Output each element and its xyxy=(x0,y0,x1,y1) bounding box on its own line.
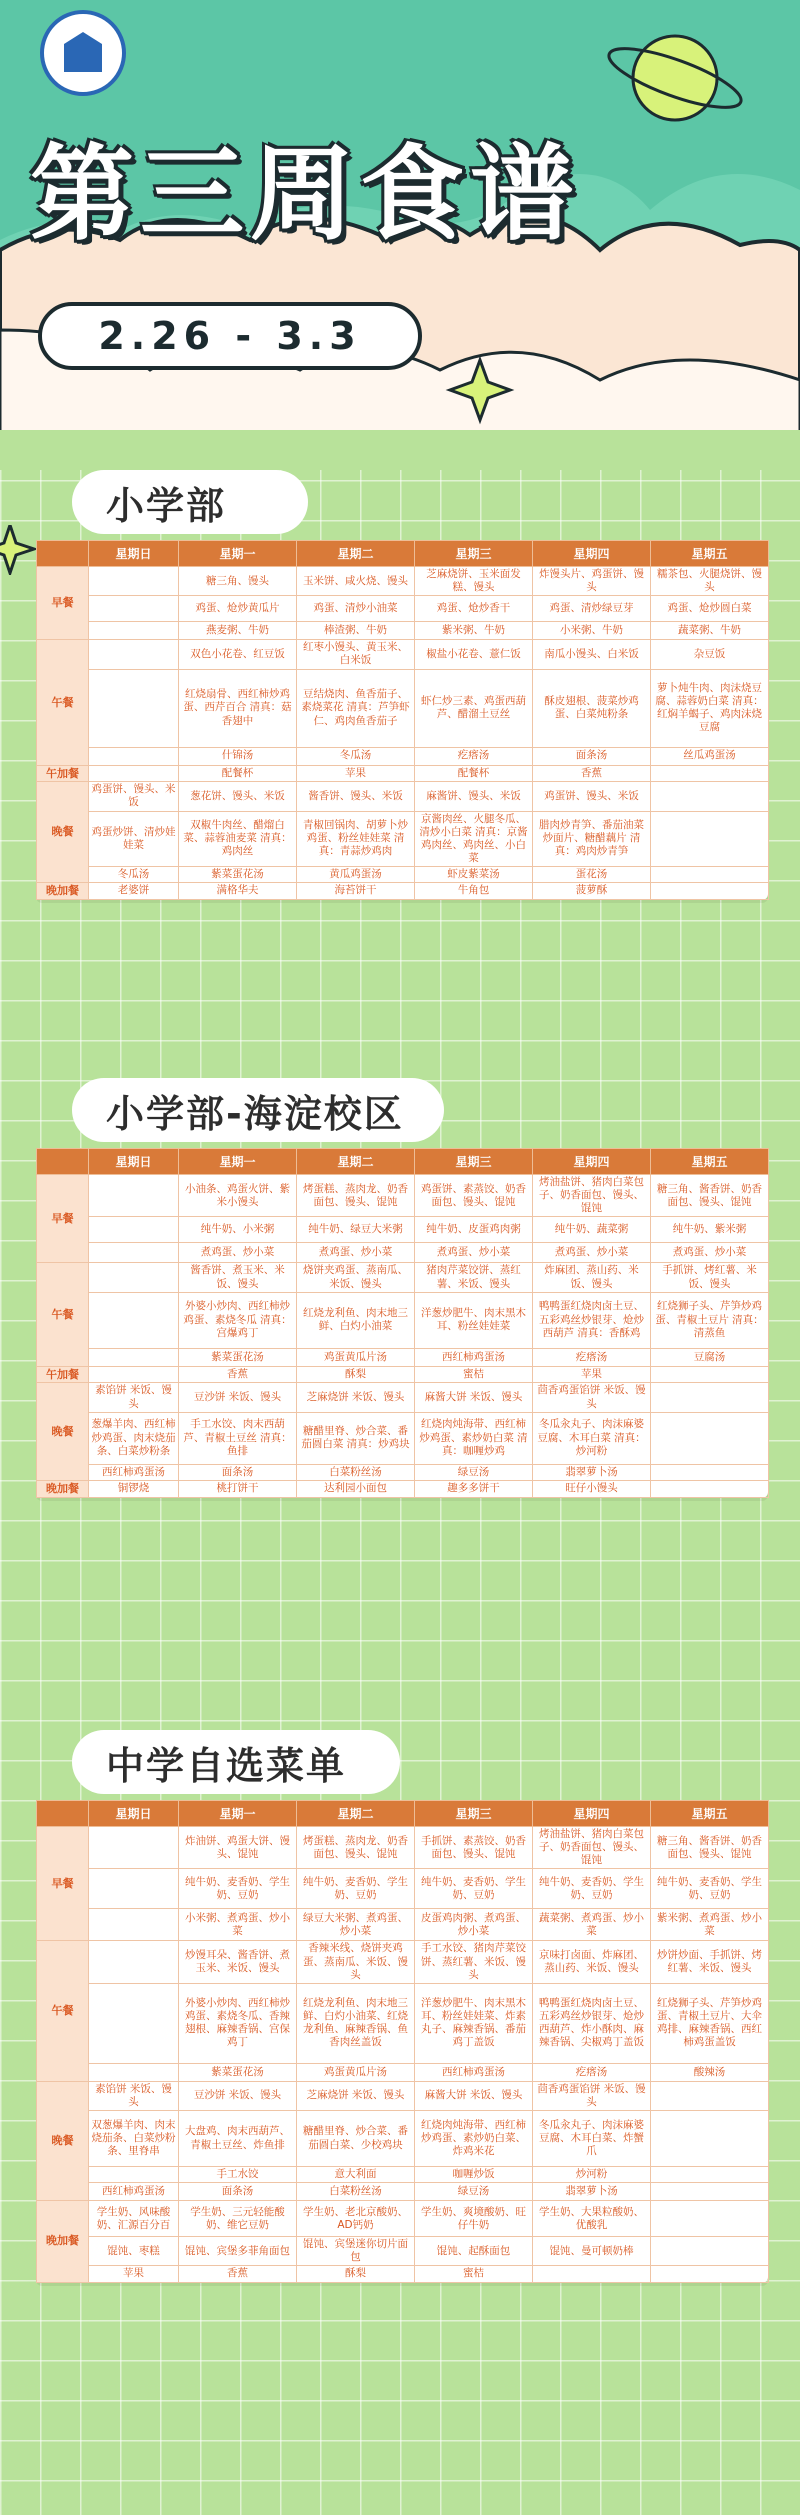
table-row xyxy=(37,2081,769,2110)
menu-cell: 烧饼夹鸡蛋、蒸南瓜、米饭、馒头 xyxy=(297,1263,415,1292)
menu-cell xyxy=(533,2266,651,2282)
menu-cell: 双椒牛肉丝、醋熘白菜、蒜蓉油麦菜 清真：鸡肉丝 xyxy=(179,811,297,867)
menu-cell: 烤油盐饼、猪肉白菜包子、奶香面包、馒头、馄饨 xyxy=(533,1827,651,1869)
menu-cell: 纯牛奶、麦香奶、学生奶、豆奶 xyxy=(179,1869,297,1909)
menu-cell: 鸡蛋、炝炒香干 xyxy=(415,596,533,622)
menu-cell: 翡翠萝卜汤 xyxy=(533,1464,651,1480)
menu-cell: 烤油盐饼、猪肉白菜包子、奶香面包、馒头、馄饨 xyxy=(533,1175,651,1217)
menu-cell: 什锦汤 xyxy=(179,747,297,765)
header-banner xyxy=(0,0,800,470)
column-header: 星期三 xyxy=(415,1149,533,1175)
menu-cell: 外婆小炒肉、西红柿炒鸡蛋、素烧冬瓜、香辣翅根、麻辣香锅、宫保鸡丁 xyxy=(179,1983,297,2063)
menu-cell: 双葱爆羊肉、肉末烧茄条、白菜炒粉条、里脊串 xyxy=(89,2111,179,2167)
menu-cell: 豆沙饼 米饭、馒头 xyxy=(179,1383,297,1412)
menu-cell: 小米粥、煮鸡蛋、炒小菜 xyxy=(179,1909,297,1941)
meal-label: 早餐 xyxy=(37,1175,89,1263)
menu-cell: 玉米饼、咸火烧、馒头 xyxy=(297,567,415,596)
menu-cell: 菠萝酥 xyxy=(533,883,651,900)
section-title-primary: 小学部 xyxy=(72,470,308,534)
column-header xyxy=(37,1801,89,1827)
table-row xyxy=(37,2201,769,2237)
meal-label: 晚餐 xyxy=(37,782,89,883)
menu-cell: 京味打卤面、炸麻团、蒸山药、米饭、馒头 xyxy=(533,1941,651,1983)
menu-cell: 意大利面 xyxy=(297,2167,415,2183)
menu-cell: 芝麻烧饼、玉米面发糕、馒头 xyxy=(415,567,533,596)
menu-cell: 蜜桔 xyxy=(415,1366,533,1383)
table-row xyxy=(37,2183,769,2201)
meal-label: 早餐 xyxy=(37,567,89,640)
menu-cell: 咖喱炒饭 xyxy=(415,2167,533,2183)
menu-cell: 萝卜炖牛肉、肉沫烧豆腐、蒜蓉奶白菜 清真：红焖羊蝎子、鸡肉沫烧豆腐 xyxy=(651,669,769,747)
column-header: 星期四 xyxy=(533,541,651,567)
section-title-middle-school: 中学自选菜单 xyxy=(72,1730,400,1794)
meal-label: 午餐 xyxy=(37,640,89,765)
menu-cell: 红烧龙利鱼、肉末地三鲜、白灼小油菜 xyxy=(297,1292,415,1348)
menu-cell xyxy=(651,811,769,867)
menu-cell: 煮鸡蛋、炒小菜 xyxy=(533,1243,651,1263)
menu-cell: 素馅饼 米饭、馒头 xyxy=(89,2081,179,2110)
menu-cell xyxy=(89,1869,179,1909)
menu-cell xyxy=(651,1383,769,1412)
menu-cell: 纯牛奶、紫米粥 xyxy=(651,1217,769,1243)
menu-cell: 鸡蛋炒饼、清炒娃娃菜 xyxy=(89,811,179,867)
menu-cell: 煮鸡蛋、炒小菜 xyxy=(179,1243,297,1263)
menu-cell xyxy=(89,1366,179,1383)
menu-cell xyxy=(651,782,769,811)
menu-cell xyxy=(651,2201,769,2237)
menu-cell: 纯牛奶、麦香奶、学生奶、豆奶 xyxy=(651,1869,769,1909)
menu-cell: 红烧龙利鱼、肉末地三鲜、白灼小油菜、红烧龙利鱼、麻辣香锅、鱼香肉丝盖饭 xyxy=(297,1983,415,2063)
menu-cell: 葱爆羊肉、西红柿炒鸡蛋、肉末烧茄条、白菜炒粉条 xyxy=(89,1412,179,1464)
menu-cell: 茴香鸡蛋馅饼 米饭、馒头 xyxy=(533,2081,651,2110)
menu-cell: 青椒回锅肉、胡萝卜炒鸡蛋、粉丝娃娃菜 清真：青蒜炒鸡肉 xyxy=(297,811,415,867)
menu-cell: 蔬菜粥、牛奶 xyxy=(651,622,769,640)
menu-cell xyxy=(89,1243,179,1263)
menu-cell: 糖三角、馒头 xyxy=(179,567,297,596)
meal-label: 午加餐 xyxy=(37,1366,89,1383)
menu-cell: 豆结烧肉、鱼香茄子、素烧菜花 清真：芦笋虾仁、鸡肉鱼香茄子 xyxy=(297,669,415,747)
menu-cell: 大盘鸡、肉末西葫芦、青椒土豆丝、炸鱼排 xyxy=(179,2111,297,2167)
menu-table-middle-school xyxy=(36,1800,768,2283)
menu-cell: 炸油饼、鸡蛋大饼、馒头、馄饨 xyxy=(179,1827,297,1869)
menu-cell: 鸡蛋、清炒小油菜 xyxy=(297,596,415,622)
menu-cell: 素馅饼 米饭、馒头 xyxy=(89,1383,179,1412)
menu-cell: 纯牛奶、麦香奶、学生奶、豆奶 xyxy=(297,1869,415,1909)
menu-cell: 学生奶、爽境酸奶、旺仔牛奶 xyxy=(415,2201,533,2237)
menu-cell: 香蕉 xyxy=(533,765,651,782)
menu-cell: 鸡蛋、炝炒黄瓜片 xyxy=(179,596,297,622)
menu-cell: 黄瓜鸡蛋汤 xyxy=(297,867,415,883)
menu-cell: 西红柿鸡蛋汤 xyxy=(89,1464,179,1480)
menu-cell: 西红柿鸡蛋汤 xyxy=(415,2063,533,2081)
menu-cell: 南瓜小馒头、白米饭 xyxy=(533,640,651,669)
menu-cell: 馄饨、宾堡迷你切片面包 xyxy=(297,2237,415,2266)
menu-cell: 学生奶、老北京酸奶、AD钙奶 xyxy=(297,2201,415,2237)
menu-cell: 烤蛋糕、蒸肉龙、奶香面包、馒头、馄饨 xyxy=(297,1827,415,1869)
menu-cell: 配餐杯 xyxy=(415,765,533,782)
menu-cell xyxy=(89,1827,179,1869)
menu-cell: 鸡蛋黄瓜片汤 xyxy=(297,1348,415,1366)
menu-cell: 绿豆汤 xyxy=(415,2183,533,2201)
meal-label: 午餐 xyxy=(37,1263,89,1366)
menu-cell: 红烧狮子头、芹笋炒鸡蛋、青椒土豆片、大伞鸡排、麻辣香锅、西红柿鸡蛋盖饭 xyxy=(651,1983,769,2063)
menu-cell: 红烧狮子头、芹笋炒鸡蛋、青椒土豆片 清真：清蒸鱼 xyxy=(651,1292,769,1348)
menu-cell: 糯茶包、火腿烧饼、馒头 xyxy=(651,567,769,596)
table-row xyxy=(37,596,769,622)
meal-label: 午餐 xyxy=(37,1941,89,2081)
table-row xyxy=(37,2063,769,2081)
menu-cell: 糖三角、酱香饼、奶香面包、馒头、馄饨 xyxy=(651,1175,769,1217)
menu-cell: 海苔饼干 xyxy=(297,883,415,900)
page-title: 第三周食谱 xyxy=(30,133,581,255)
menu-cell: 馄饨、曼可顿奶棒 xyxy=(533,2237,651,2266)
menu-cell: 煮鸡蛋、炒小菜 xyxy=(297,1243,415,1263)
menu-cell: 纯牛奶、蔬菜粥 xyxy=(533,1217,651,1243)
menu-cell xyxy=(651,2183,769,2201)
menu-cell: 杂豆饭 xyxy=(651,640,769,669)
menu-cell: 绿豆大米粥、煮鸡蛋、炒小菜 xyxy=(297,1909,415,1941)
column-header: 星期日 xyxy=(89,541,179,567)
menu-cell: 紫菜蛋花汤 xyxy=(179,2063,297,2081)
menu-cell xyxy=(89,1217,179,1243)
table-row xyxy=(37,640,769,669)
menu-cell: 冬瓜汆丸子、肉沫麻婆豆腐、木耳白菜、炸蟹爪 xyxy=(533,2111,651,2167)
menu-cell: 馄饨、宾堡多菲角面包 xyxy=(179,2237,297,2266)
menu-cell: 香辣米线、烧饼夹鸡蛋、蒸南瓜、米饭、馒头 xyxy=(297,1941,415,1983)
table-row xyxy=(37,1217,769,1243)
table-row xyxy=(37,1348,769,1366)
menu-cell: 鸡蛋、炝炒圆白菜 xyxy=(651,596,769,622)
table-row xyxy=(37,1941,769,1983)
table-row xyxy=(37,765,769,782)
menu-cell: 白菜粉丝汤 xyxy=(297,1464,415,1480)
menu-cell: 燕麦粥、牛奶 xyxy=(179,622,297,640)
menu-cell: 葱花饼、馒头、米饭 xyxy=(179,782,297,811)
menu-cell: 苹果 xyxy=(89,2266,179,2282)
menu-cell: 酱香饼、煮玉米、米饭、馒头 xyxy=(179,1263,297,1292)
menu-cell: 小油条、鸡蛋火饼、紫米小馒头 xyxy=(179,1175,297,1217)
column-header: 星期一 xyxy=(179,1801,297,1827)
table-header-row xyxy=(37,1801,769,1827)
menu-cell xyxy=(651,1480,769,1497)
menu-cell: 酥皮翅根、菠菜炒鸡蛋、白菜炖粉条 xyxy=(533,669,651,747)
column-header xyxy=(37,1149,89,1175)
menu-cell xyxy=(651,2081,769,2110)
menu-cell: 纯牛奶、绿豆大米粥 xyxy=(297,1217,415,1243)
menu-cell: 冬瓜汆丸子、肉沫麻婆豆腐、木耳白菜 清真：炒河粉 xyxy=(533,1412,651,1464)
column-header: 星期二 xyxy=(297,1149,415,1175)
menu-cell: 鸡蛋饼、馒头、米饭 xyxy=(533,782,651,811)
menu-cell: 棒渣粥、牛奶 xyxy=(297,622,415,640)
week-date-range: 2.26 - 3.3 xyxy=(38,302,422,370)
column-header: 星期三 xyxy=(415,1801,533,1827)
menu-cell: 疙瘩汤 xyxy=(533,1348,651,1366)
menu-cell: 蛋花汤 xyxy=(533,867,651,883)
table-row xyxy=(37,1464,769,1480)
menu-cell: 洋葱炒肥牛、肉末黑木耳、粉丝娃娃菜、炸素丸子、麻辣香锅、番茄鸡丁盖饭 xyxy=(415,1983,533,2063)
menu-cell: 配餐杯 xyxy=(179,765,297,782)
menu-cell: 丝瓜鸡蛋汤 xyxy=(651,747,769,765)
table-row xyxy=(37,782,769,811)
menu-cell xyxy=(89,2063,179,2081)
menu-cell: 糖醋里脊、炒合菜、番茄圆白菜、少校鸡块 xyxy=(297,2111,415,2167)
column-header: 星期五 xyxy=(651,1149,769,1175)
table-row xyxy=(37,669,769,747)
menu-cell: 麻酱饼、馒头、米饭 xyxy=(415,782,533,811)
meal-label: 晚加餐 xyxy=(37,883,89,900)
menu-cell: 紫米粥、牛奶 xyxy=(415,622,533,640)
menu-cell xyxy=(89,596,179,622)
table-row xyxy=(37,2167,769,2183)
menu-cell: 皮蛋鸡肉粥、煮鸡蛋、炒小菜 xyxy=(415,1909,533,1941)
table-row xyxy=(37,1412,769,1464)
menu-cell: 京酱肉丝、火腿冬瓜、清炒小白菜 清真：京酱鸡肉丝、鸡肉丝、小白菜 xyxy=(415,811,533,867)
menu-cell: 纯牛奶、麦香奶、学生奶、豆奶 xyxy=(415,1869,533,1909)
column-header: 星期二 xyxy=(297,541,415,567)
menu-cell: 炒河粉 xyxy=(533,2167,651,2183)
menu-cell: 麻酱大饼 米饭、馒头 xyxy=(415,1383,533,1412)
menu-cell: 虾仁炒三素、鸡蛋西葫芦、醋溜土豆丝 xyxy=(415,669,533,747)
menu-cell: 西红柿鸡蛋汤 xyxy=(89,2183,179,2201)
menu-cell: 学生奶、大果粒酸奶、优酸乳 xyxy=(533,2201,651,2237)
menu-cell: 绿豆汤 xyxy=(415,1464,533,1480)
menu-cell: 芝麻烧饼 米饭、馒头 xyxy=(297,1383,415,1412)
menu-cell: 香蕉 xyxy=(179,1366,297,1383)
menu-cell: 虾皮紫菜汤 xyxy=(415,867,533,883)
menu-cell xyxy=(89,1909,179,1941)
column-header: 星期一 xyxy=(179,1149,297,1175)
menu-cell xyxy=(89,622,179,640)
menu-cell xyxy=(89,2167,179,2183)
table-row xyxy=(37,567,769,596)
menu-cell: 煮鸡蛋、炒小菜 xyxy=(415,1243,533,1263)
menu-cell: 冬瓜汤 xyxy=(297,747,415,765)
menu-cell: 豆腐汤 xyxy=(651,1348,769,1366)
menu-cell: 满格华夫 xyxy=(179,883,297,900)
menu-cell: 手抓饼、素蒸饺、奶香面包、馒头、馄饨 xyxy=(415,1827,533,1869)
table-row xyxy=(37,1827,769,1869)
menu-cell: 趣多多饼干 xyxy=(415,1480,533,1497)
menu-cell xyxy=(651,1366,769,1383)
meal-label: 晚加餐 xyxy=(37,1480,89,1497)
menu-cell: 冬瓜汤 xyxy=(89,867,179,883)
meal-label: 晚加餐 xyxy=(37,2201,89,2282)
menu-table-primary xyxy=(36,540,768,900)
menu-cell: 手抓饼、烤红薯、米饭、馒头 xyxy=(651,1263,769,1292)
menu-cell: 炒饼炒面、手抓饼、烤红薯、米饭、馒头 xyxy=(651,1941,769,1983)
menu-cell: 达利园小面包 xyxy=(297,1480,415,1497)
table-row xyxy=(37,1366,769,1383)
menu-cell xyxy=(89,640,179,669)
menu-table-haidian xyxy=(36,1148,768,1498)
menu-cell: 小米粥、牛奶 xyxy=(533,622,651,640)
menu-cell: 糖醋里脊、炒合菜、番茄圆白菜 清真：炒鸡块 xyxy=(297,1412,415,1464)
menu-cell: 鸭鸭蛋红烧肉卤土豆、五彩鸡丝炒银芽、炝炒西葫芦 清真：香酥鸡 xyxy=(533,1292,651,1348)
meal-label: 午加餐 xyxy=(37,765,89,782)
menu-cell: 馄饨、枣糕 xyxy=(89,2237,179,2266)
table-row xyxy=(37,811,769,867)
menu-cell: 红烧肉炖海带、西红柿炒鸡蛋、素炒奶白菜、炸鸡米花 xyxy=(415,2111,533,2167)
menu-cell xyxy=(89,1348,179,1366)
menu-cell: 双色小花卷、红豆饭 xyxy=(179,640,297,669)
menu-cell xyxy=(651,867,769,883)
menu-cell xyxy=(89,567,179,596)
menu-cell: 手工水饺、猪肉芹菜饺饼、蒸红薯、米饭、馒头 xyxy=(415,1941,533,1983)
menu-cell: 老婆饼 xyxy=(89,883,179,900)
menu-cell: 蔬菜粥、煮鸡蛋、炒小菜 xyxy=(533,1909,651,1941)
menu-cell xyxy=(89,669,179,747)
school-logo xyxy=(40,10,126,96)
column-header: 星期四 xyxy=(533,1149,651,1175)
table-header-row xyxy=(37,1149,769,1175)
menu-cell: 烤蛋糕、蒸肉龙、奶香面包、馒头、馄饨 xyxy=(297,1175,415,1217)
menu-cell: 麻酱大饼 米饭、馒头 xyxy=(415,2081,533,2110)
menu-cell: 馄饨、起酥面包 xyxy=(415,2237,533,2266)
menu-cell: 酱香饼、馒头、米饭 xyxy=(297,782,415,811)
menu-cell xyxy=(89,1983,179,2063)
menu-cell: 酥梨 xyxy=(297,2266,415,2282)
table-row xyxy=(37,1292,769,1348)
menu-cell xyxy=(651,1412,769,1464)
menu-cell: 疙瘩汤 xyxy=(415,747,533,765)
column-header: 星期三 xyxy=(415,541,533,567)
column-header: 星期四 xyxy=(533,1801,651,1827)
menu-cell: 牛角包 xyxy=(415,883,533,900)
menu-cell: 鸭鸭蛋红烧肉卤土豆、五彩鸡丝炒银芽、炝炒西葫芦、炸小酥肉、麻辣香锅、尖椒鸡丁盖饭 xyxy=(533,1983,651,2063)
menu-cell: 纯牛奶、皮蛋鸡肉粥 xyxy=(415,1217,533,1243)
table-row xyxy=(37,622,769,640)
menu-cell: 紫菜蛋花汤 xyxy=(179,1348,297,1366)
menu-cell: 芝麻烧饼 米饭、馒头 xyxy=(297,2081,415,2110)
column-header: 星期日 xyxy=(89,1801,179,1827)
menu-cell: 紫米粥、煮鸡蛋、炒小菜 xyxy=(651,1909,769,1941)
menu-cell xyxy=(89,1941,179,1983)
menu-cell: 鸡蛋黄瓜片汤 xyxy=(297,2063,415,2081)
menu-cell: 煮鸡蛋、炒小菜 xyxy=(651,1243,769,1263)
menu-cell xyxy=(89,1175,179,1217)
menu-cell: 红烧肉炖海带、西红柿炒鸡蛋、素炒奶白菜 清真：咖喱炒鸡 xyxy=(415,1412,533,1464)
column-header: 星期二 xyxy=(297,1801,415,1827)
table-row xyxy=(37,1480,769,1497)
menu-cell: 腊肉炒青笋、番茄油菜炒面片、糖醋藕片 清真：鸡肉炒青笋 xyxy=(533,811,651,867)
menu-cell: 酸辣汤 xyxy=(651,2063,769,2081)
menu-cell: 鸡蛋饼、馒头、米饭 xyxy=(89,782,179,811)
menu-cell: 手工水饺、肉末西葫芦、青椒土豆丝 清真：鱼排 xyxy=(179,1412,297,1464)
menu-cell xyxy=(651,883,769,900)
menu-cell xyxy=(651,765,769,782)
menu-cell: 糖三角、酱香饼、奶香面包、馒头、馄饨 xyxy=(651,1827,769,1869)
menu-cell: 学生奶、风味酸奶、汇源百分百 xyxy=(89,2201,179,2237)
menu-cell xyxy=(89,1292,179,1348)
menu-cell: 鸡蛋饼、素蒸饺、奶香面包、馒头、馄饨 xyxy=(415,1175,533,1217)
table-row xyxy=(37,1983,769,2063)
menu-cell xyxy=(89,1263,179,1292)
menu-cell: 椒盐小花卷、薏仁饭 xyxy=(415,640,533,669)
menu-cell: 旺仔小馒头 xyxy=(533,1480,651,1497)
menu-cell: 外婆小炒肉、西红柿炒鸡蛋、素烧冬瓜 清真：宫爆鸡丁 xyxy=(179,1292,297,1348)
menu-cell: 炒馒耳朵、酱香饼、煮玉米、米饭、馒头 xyxy=(179,1941,297,1983)
menu-cell: 蜜桔 xyxy=(415,2266,533,2282)
column-header xyxy=(37,541,89,567)
table-row xyxy=(37,1383,769,1412)
menu-cell: 炸麻团、蒸山药、米饭、馒头 xyxy=(533,1263,651,1292)
menu-cell xyxy=(651,2266,769,2282)
meal-label: 晚餐 xyxy=(37,2081,89,2200)
menu-cell: 洋葱炒肥牛、肉末黑木耳、粉丝娃娃菜 xyxy=(415,1292,533,1348)
table-row xyxy=(37,2237,769,2266)
menu-cell: 红烧扇骨、西红柿炒鸡蛋、西芹百合 清真：菇香翅中 xyxy=(179,669,297,747)
menu-cell: 苹果 xyxy=(533,1366,651,1383)
menu-cell: 面条汤 xyxy=(533,747,651,765)
menu-cell xyxy=(651,1464,769,1480)
menu-cell: 茴香鸡蛋馅饼 米饭、馒头 xyxy=(533,1383,651,1412)
section-title-haidian: 小学部-海淀校区 xyxy=(72,1078,444,1142)
table-row xyxy=(37,2111,769,2167)
menu-cell: 炸馒头片、鸡蛋饼、馒头 xyxy=(533,567,651,596)
meal-label: 早餐 xyxy=(37,1827,89,1941)
table-row xyxy=(37,1263,769,1292)
menu-cell: 紫菜蛋花汤 xyxy=(179,867,297,883)
menu-cell: 翡翠萝卜汤 xyxy=(533,2183,651,2201)
menu-cell: 学生奶、三元轻能酸奶、维它豆奶 xyxy=(179,2201,297,2237)
menu-cell xyxy=(651,2237,769,2266)
table-header-row xyxy=(37,541,769,567)
menu-cell: 面条汤 xyxy=(179,1464,297,1480)
menu-cell xyxy=(89,747,179,765)
menu-cell: 酥梨 xyxy=(297,1366,415,1383)
menu-cell: 纯牛奶、麦香奶、学生奶、豆奶 xyxy=(533,1869,651,1909)
table-row xyxy=(37,1243,769,1263)
table-row xyxy=(37,867,769,883)
menu-cell: 豆沙饼 米饭、馒头 xyxy=(179,2081,297,2110)
menu-cell: 西红柿鸡蛋汤 xyxy=(415,1348,533,1366)
table-row xyxy=(37,1909,769,1941)
menu-cell: 红枣小馒头、黄玉米、白米饭 xyxy=(297,640,415,669)
menu-cell: 苹果 xyxy=(297,765,415,782)
menu-cell: 猪肉芹菜饺饼、蒸红薯、米饭、馒头 xyxy=(415,1263,533,1292)
sparkle-icon xyxy=(0,525,40,575)
meal-label: 晚餐 xyxy=(37,1383,89,1480)
menu-cell: 手工水饺 xyxy=(179,2167,297,2183)
menu-cell: 面条汤 xyxy=(179,2183,297,2201)
menu-cell: 香蕉 xyxy=(179,2266,297,2282)
menu-cell: 白菜粉丝汤 xyxy=(297,2183,415,2201)
table-row xyxy=(37,1175,769,1217)
column-header: 星期五 xyxy=(651,541,769,567)
column-header: 星期五 xyxy=(651,1801,769,1827)
column-header: 星期一 xyxy=(179,541,297,567)
menu-cell: 纯牛奶、小米粥 xyxy=(179,1217,297,1243)
menu-cell: 疙瘩汤 xyxy=(533,2063,651,2081)
menu-cell: 鸡蛋、清炒绿豆芽 xyxy=(533,596,651,622)
table-row xyxy=(37,2266,769,2282)
table-row xyxy=(37,1869,769,1909)
menu-cell xyxy=(89,765,179,782)
table-row xyxy=(37,883,769,900)
menu-cell xyxy=(651,2111,769,2167)
menu-cell: 桃打饼干 xyxy=(179,1480,297,1497)
column-header: 星期日 xyxy=(89,1149,179,1175)
table-row xyxy=(37,747,769,765)
menu-cell xyxy=(651,2167,769,2183)
menu-cell: 铜锣烧 xyxy=(89,1480,179,1497)
